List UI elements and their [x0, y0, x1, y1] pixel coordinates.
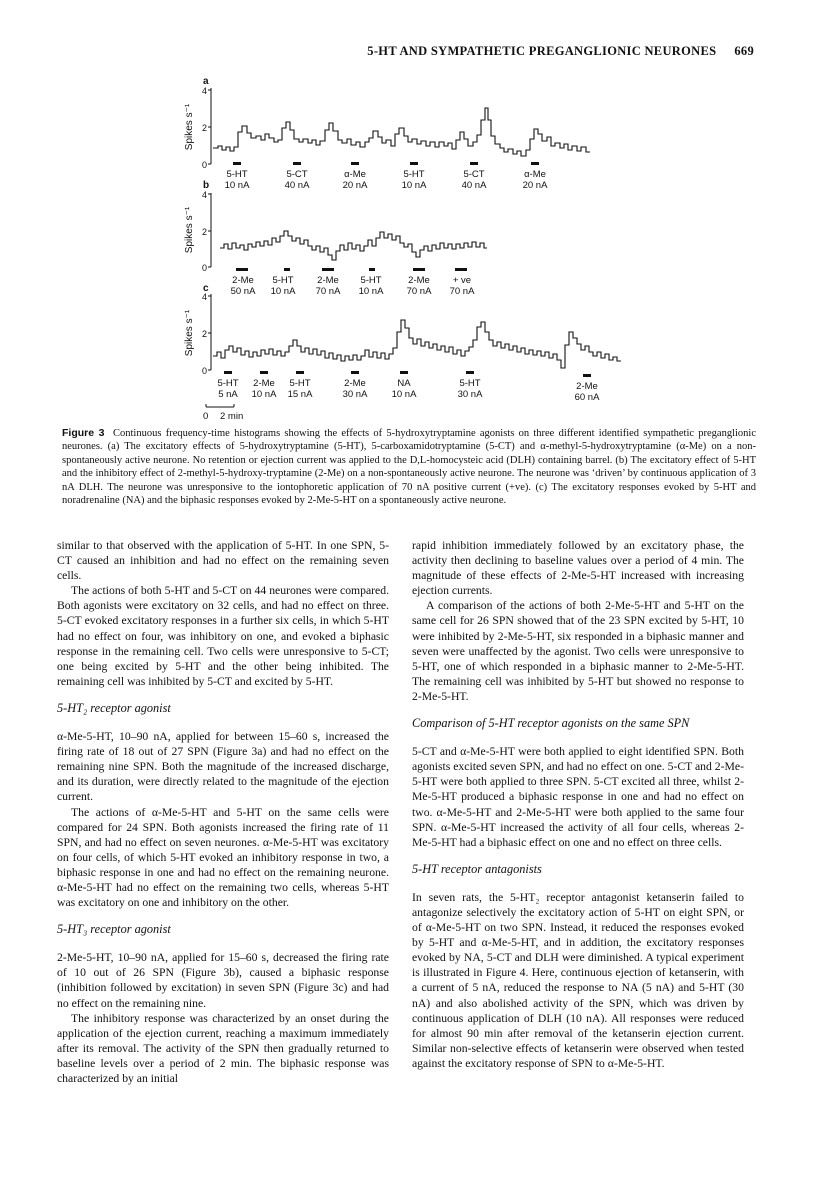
- y-axis-label-c: Spikes s⁻¹: [184, 309, 195, 357]
- left-column: [57, 538, 389, 1086]
- tick-2: 2: [202, 329, 208, 339]
- marker-dose: 30 nA: [342, 389, 368, 400]
- marker-dose: 10 nA: [358, 286, 384, 297]
- header-title: 5-HT AND SYMPATHETIC PREGANGLIONIC NEURONES: [367, 44, 717, 58]
- marker-agent: 5-CT: [463, 169, 485, 180]
- paragraph: α-Me-5-HT, 10–90 nA, applied for between 15–60 s, increased the firing rate of 18 out of 27 SPN (Figure 3a) and had no effect on the remaining nine SPN. Both the magnitude of the increased discharge, and its duration, were directly related to the magnitude of the ejection current.: [57, 730, 389, 804]
- panel-letter-c: c: [203, 283, 209, 294]
- marker-bar: [470, 162, 478, 165]
- marker-dose: 70 nA: [315, 286, 341, 297]
- marker-agent: NA: [397, 378, 411, 389]
- marker-bar: [224, 371, 232, 374]
- marker-agent: 5-HT: [360, 275, 382, 286]
- marker-bar: [583, 374, 591, 377]
- marker-bar: [322, 268, 334, 271]
- tick-0: 0: [202, 263, 208, 273]
- marker-agent: 2-Me: [232, 275, 254, 286]
- y-axis-label-b: Spikes s⁻¹: [184, 206, 195, 254]
- marker-agent: 2-Me: [408, 275, 430, 286]
- marker-agent: + ve: [452, 275, 472, 286]
- scale-label: 2 min: [220, 411, 244, 422]
- histogram-trace-a: [213, 108, 590, 156]
- marker-bar: [260, 371, 268, 374]
- panel-letter-b: b: [203, 180, 210, 191]
- marker-dose: 10 nA: [391, 389, 417, 400]
- marker-dose: 40 nA: [284, 180, 310, 191]
- marker-bar: [296, 371, 304, 374]
- histogram-trace-c: [213, 320, 621, 368]
- marker-agent: 2-Me: [344, 378, 366, 389]
- marker-agent: 2-Me: [253, 378, 275, 389]
- marker-agent: α-Me: [344, 169, 366, 180]
- marker-agent: α-Me: [524, 169, 546, 180]
- paragraph: 5-CT and α-Me-5-HT were both applied to eight identified SPN. Both agonists excited seven SPN, and had no effect on one. 5-CT and 2-Me-5-HT were both applied to three SPN. 5-CT excited all three, whilst 2-Me-5-HT produced a biphasic response in one and had no effect on two. α-Me-5-HT and 2-Me-5-HT were both applied to the same four SPN. α-Me-5-HT increased the activity of all four cells, whereas 2-Me-5-HT had a biphasic effect on one and no effect on three cells.: [412, 745, 744, 849]
- tick-4: 4: [202, 86, 208, 96]
- caption-label: Figure 3: [62, 427, 105, 439]
- marker-dose: 10 nA: [270, 286, 296, 297]
- marker-dose: 70 nA: [449, 286, 475, 297]
- marker-dose: 40 nA: [461, 180, 487, 191]
- tick-0: 0: [202, 366, 208, 376]
- marker-agent: 5-HT: [459, 378, 481, 389]
- marker-agent: 5-HT: [403, 169, 425, 180]
- panel-b: [184, 180, 487, 297]
- marker-bar: [531, 162, 539, 165]
- section-heading: 5-HT₃ receptor agonist: [57, 922, 171, 937]
- marker-bar: [369, 268, 375, 271]
- tick-4: 4: [202, 292, 208, 302]
- marker-agent: 2-Me: [317, 275, 339, 286]
- paragraph: In seven rats, the 5-HT₂ receptor antagonist ketanserin failed to antagonize selectively the excitatory action of 5-HT on eight SPN, or of α-Me-5-HT on two SPN. Instead, it reduced the responses evoked by 5-HT and α-Me-5-HT, and in addition, the excitatory responses evoked by NA, 5-CT and DLH were diminished. A typical experiment is illustrated in Figure 4. Here, continuous ejection of ketanserin, with a current of 5 nA, reduced the response to NA (5 nA) and 5-HT (30 nA) and also abolished activity of the SPN, which was driven by continuous application of DLH (10 nA). All responses were reduced for almost 90 min after removal of the ketanserin ejection current. Similar non-selective effects of ketanserin were observed when tested against the excitatory response of SPN to α-Me-5-HT.: [412, 890, 744, 1070]
- marker-bar: [466, 371, 474, 374]
- panel-c: [184, 283, 621, 422]
- marker-bar: [410, 162, 418, 165]
- section-heading: Comparison of 5-HT receptor agonists on the same SPN: [412, 716, 690, 731]
- right-column: [412, 538, 744, 1071]
- marker-bar: [233, 162, 241, 165]
- time-scale-bar: [203, 404, 243, 422]
- paragraph: The inhibitory response was characterized by an onset during the application of the ejection current, reaching a maximum immediately after its removal. The activity of the SPN then gradually returned to baseline levels over a period of 2 min. The biphasic response was characterized by an initial: [57, 1011, 389, 1085]
- figure-3: [0, 0, 816, 425]
- marker-agent: 5-HT: [217, 378, 239, 389]
- marker-bar: [236, 268, 248, 271]
- marker-dose: 30 nA: [457, 389, 483, 400]
- marker-bar: [284, 268, 290, 271]
- marker-dose: 10 nA: [224, 180, 250, 191]
- paragraph: rapid inhibition immediately followed by an excitatory phase, the activity then declining to baseline values over a period of 4 min. The magnitude of these effects of 2-Me-5-HT increased with increasing ejection currents.: [412, 539, 744, 598]
- marker-agent: 2-Me: [576, 381, 598, 392]
- figure-caption: [62, 427, 756, 507]
- marker-dose: 70 nA: [406, 286, 432, 297]
- marker-bar: [455, 268, 467, 271]
- paragraph: 2-Me-5-HT, 10–90 nA, applied for 15–60 s, decreased the firing rate of 10 out of 26 SPN (Figure 3b), caused a biphasic response (inhibition followed by excitation) in seven SPN (Figure 3c) and had no effect on the remaining nine.: [57, 951, 389, 1010]
- marker-dose: 60 nA: [574, 392, 600, 403]
- marker-bar: [293, 162, 301, 165]
- page-number: 669: [734, 44, 754, 58]
- marker-dose: 10 nA: [251, 389, 277, 400]
- paragraph: The actions of α-Me-5-HT and 5-HT on the same cells were compared for 24 SPN. Both agonists increased the firing rate of 11 SPN, and had no effect on seven neurones. α-Me-5-HT was excitatory on four cells, of which 5-HT evoked an inhibitory response in two, a biphasic response in one and had no effect on the remaining neurone. α-Me-5-HT had no effect on the remaining two cells, whereas 5-HT was excitatory on one and inhibitory on the other.: [57, 805, 389, 910]
- section-heading: 5-HT receptor antagonists: [412, 861, 542, 876]
- paragraph: A comparison of the actions of both 2-Me-5-HT and 5-HT on the same cell for 26 SPN showed that of the 23 SPN excited by 5-HT, 10 were inhibited by 2-Me-5-HT, six responded in a biphasic manner and seven were unaffected by the agonist. Two cells were unresponsive to 5-HT, one of which responded in a biphasic manner to 2-Me-5-HT. The remaining cell was inhibited by 5-HT but showed no response to 2-Me-5-HT.: [412, 599, 744, 703]
- marker-dose: 10 nA: [401, 180, 427, 191]
- tick-4: 4: [202, 190, 208, 200]
- marker-dose: 20 nA: [522, 180, 548, 191]
- marker-dose: 20 nA: [342, 180, 368, 191]
- marker-dose: 5 nA: [218, 389, 238, 400]
- paragraph: similar to that observed with the application of 5-HT. In one SPN, 5-CT caused an inhibition and had no effect on the remaining seven cells.: [57, 539, 389, 583]
- marker-dose: 50 nA: [230, 286, 256, 297]
- marker-bar: [351, 371, 359, 374]
- section-heading: 5-HT₂ receptor agonist: [57, 700, 171, 715]
- marker-dose: 15 nA: [287, 389, 313, 400]
- marker-agent: 5-HT: [272, 275, 294, 286]
- caption-text: Continuous frequency-time histograms showing the effects of 5-hydroxytryptamine agonists on three different identified sympathetic preganglionic neurones. (a) The excitatory effects of 5-hydroxytryptamine (5-HT), 5-carboxamidotryptamine (5-CT) and α-methyl-5-hydroxytryptamine (α-Me) on a non-spontaneously active neurone. No retention or ejection current was applied to the D,L-homocysteic acid (DLH) containing barrel. (b) The excitatory effect of 5-HT and the inhibitory effect of 2-methyl-5-hydroxy-tryptamine (2-Me) on a non-spontaneously active neurone. The neurone was ‘driven’ by continuous application of 3 nA DLH. The neurone was unresponsive to the iontophoretic application of 70 nA positive current (+ve). (c) The excitatory responses evoked by 5-HT and noradrenaline (NA) and the biphasic responses evoked by 2-Me-5-HT on a spontaneously active neurone.: [62, 428, 757, 507]
- marker-bars-a: [233, 162, 539, 165]
- marker-bar: [413, 268, 425, 271]
- paragraph: The actions of both 5-HT and 5-CT on 44 neurones were compared. Both agonists were excitatory on 32 cells, and had no effect on three. 5-CT evoked excitatory responses in a further six cells, in which 5-HT had no effect on four, was inhibitory on one, and evoked a biphasic response in the remaining cell. Two cells were unresponsive to 5-CT; one being excited by 5-HT and the other being inhibited. The remaining cell was inhibited by 5-CT and excited by 5-HT.: [57, 584, 389, 688]
- tick-2: 2: [202, 123, 208, 133]
- histogram-trace-b: [220, 231, 487, 260]
- scale-zero: 0: [203, 411, 209, 422]
- y-axis-label-a: Spikes s⁻¹: [184, 103, 195, 151]
- marker-agent: 5-HT: [226, 169, 248, 180]
- panel-a: [184, 76, 590, 191]
- marker-bar: [351, 162, 359, 165]
- marker-agent: 5-HT: [289, 378, 311, 389]
- tick-0: 0: [202, 160, 208, 170]
- tick-2: 2: [202, 227, 208, 237]
- panel-letter-a: a: [203, 76, 209, 87]
- marker-agent: 5-CT: [286, 169, 308, 180]
- marker-bar: [400, 371, 408, 374]
